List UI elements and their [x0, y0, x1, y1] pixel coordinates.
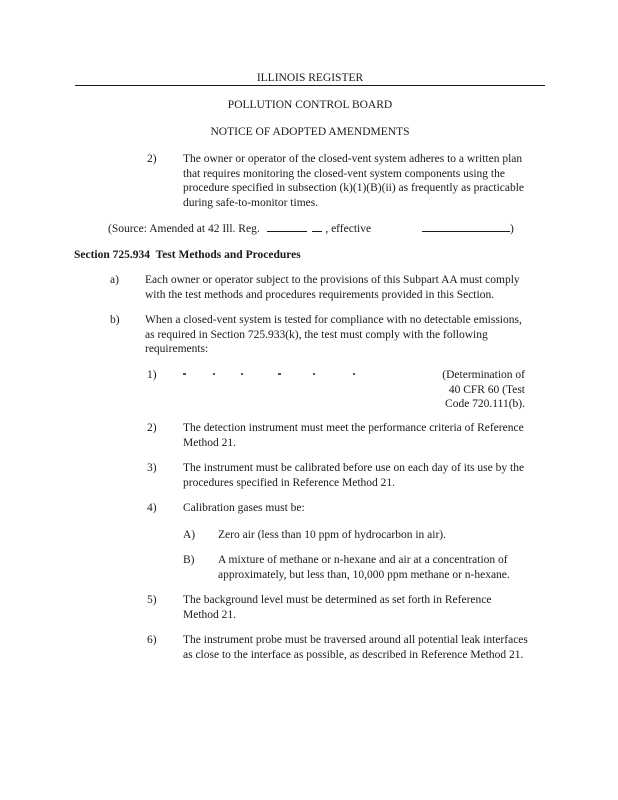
item-2-text-b: [183, 421, 524, 450]
text-line: Method 21.: [183, 436, 237, 449]
item-3-text: [183, 461, 524, 490]
item-label: a): [110, 274, 119, 286]
register-title: ILLINOIS REGISTER: [256, 72, 364, 84]
text-line: A mixture of methane or n-hexane and air at a concentration of: [218, 554, 508, 566]
section-number: Section 725.934: [74, 249, 151, 261]
item-label: 1): [147, 369, 157, 381]
text-line: as close to the interface as possible, as described in Reference Method 21.: [183, 648, 524, 661]
text-line: procedures specified in Reference Method 21.: [183, 476, 396, 489]
item-4a-text: [218, 528, 446, 543]
source-middle: , effective: [325, 223, 372, 235]
text-line: Each owner or operator subject to the provisions of this Subpart AA must comply: [145, 274, 520, 286]
blank-line: [422, 220, 510, 232]
item-label: 2): [147, 153, 157, 165]
item-label: 6): [147, 634, 157, 646]
text-line: requirements:: [145, 343, 209, 355]
item-1-text: [405, 368, 525, 412]
text-line: The instrument must be calibrated before use on each day of its use by the: [183, 462, 525, 474]
text-line: that requires monitoring the closed-vent system components using the: [183, 167, 505, 180]
item-4-text: [183, 501, 305, 516]
text-line: during safe-to-monitor times.: [183, 196, 319, 209]
item-label: 4): [147, 502, 157, 514]
faded-text-remnant: [183, 373, 403, 376]
source-prefix: (Source: Amended at 42 Ill. Reg.: [108, 223, 260, 235]
text-line: with the test methods and procedures requirements provided in this Section.: [145, 288, 495, 301]
blank-line: [312, 220, 322, 232]
section-heading: [74, 248, 301, 263]
text-line: Code 720.111(b).: [445, 398, 525, 410]
notice-title: NOTICE OF ADOPTED AMENDMENTS: [210, 126, 410, 138]
source-suffix: ): [509, 223, 514, 235]
item-2-text: [183, 152, 524, 210]
item-5-text: [183, 593, 491, 622]
text-line: approximately, but less than, 10,000 ppm methane or n-hexane.: [218, 568, 510, 581]
item-b-text: [145, 313, 522, 357]
text-line: procedure specified in subsection (k)(1)(B)(ii) as frequently as practicable: [183, 182, 525, 194]
text-line: The detection instrument must meet the performance criteria of Reference: [183, 422, 524, 434]
text-line: as required in Section 725.933(k), the test must comply with the following: [145, 328, 488, 341]
board-title: POLLUTION CONTROL BOARD: [227, 99, 393, 111]
text-line: (Determination of: [442, 369, 525, 381]
text-line: Zero air (less than 10 ppm of hydrocarbon in air).: [218, 529, 447, 541]
item-label: A): [183, 529, 196, 541]
text-line: Calibration gases must be:: [183, 502, 305, 514]
source-note: [108, 220, 514, 237]
text-line: 40 CFR 60 (Test: [448, 383, 525, 396]
section-title: Test Methods and Procedures: [155, 249, 301, 261]
text-line: When a closed-vent system is tested for compliance with no detectable emissions,: [145, 314, 522, 326]
item-4b-text: [218, 553, 510, 582]
item-label: 5): [147, 594, 157, 606]
item-label: b): [110, 314, 120, 326]
text-line: The instrument probe must be traversed around all potential leak interfaces: [183, 634, 528, 646]
text-line: The owner or operator of the closed-vent system adheres to a written plan: [183, 153, 523, 165]
blank-line: [267, 220, 307, 232]
text-line: The background level must be determined as set forth in Reference: [183, 594, 492, 606]
item-label: 2): [147, 422, 157, 434]
item-label: B): [183, 554, 195, 566]
text-line: Method 21.: [183, 608, 237, 621]
item-a-text: [145, 273, 520, 302]
item-6-text: [183, 633, 528, 662]
item-label: 3): [147, 462, 157, 474]
